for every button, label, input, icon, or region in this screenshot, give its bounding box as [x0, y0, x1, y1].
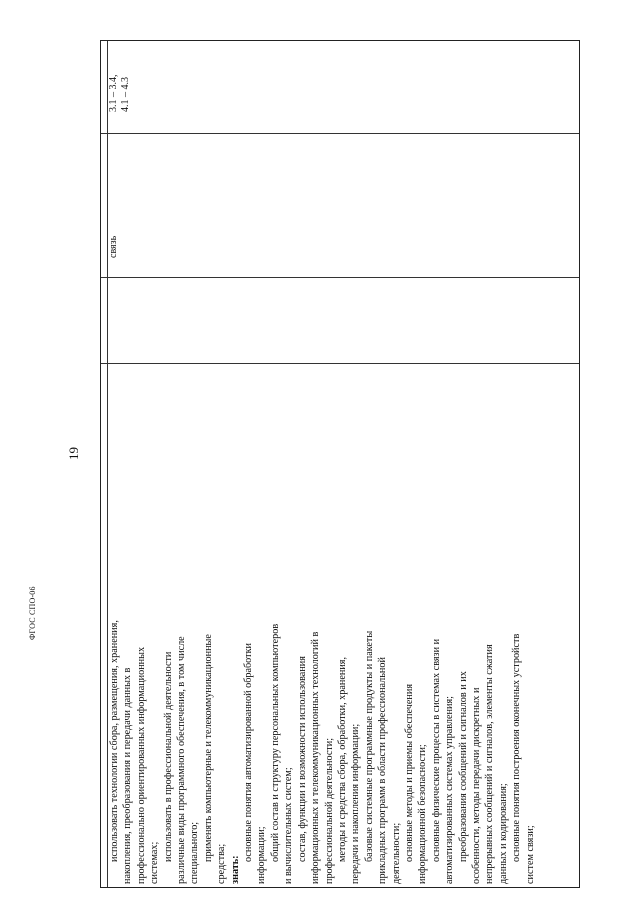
- content-line: непрерывных сообщений и сигналов, элементы сжатия: [484, 644, 496, 884]
- content-line: основные понятия автоматизированной обработки: [243, 643, 255, 862]
- content-line: общий состав и структуру персональных компьютеров: [269, 623, 281, 862]
- content-line: использовать технологии сбора, размещения, хранения,: [109, 620, 120, 862]
- cell-refs-line-1: 3.1 – 3.4,: [108, 74, 119, 112]
- content-line: автоматизированных системах управления;: [444, 696, 456, 884]
- content-line: знать:: [229, 855, 241, 884]
- content-line: методы и средства сбора, обработки, хранения,: [336, 657, 348, 862]
- content-line: профессиональной деятельности;: [323, 737, 335, 884]
- content-line: средства;: [216, 843, 228, 884]
- content-line: профессионально ориентированных информационных: [135, 646, 147, 884]
- content-line: использовать в профессиональной деятельности: [162, 651, 174, 862]
- content-line: информационной безопасности;: [417, 744, 429, 884]
- content-line: базовые системные программные продукты и пакеты: [363, 630, 375, 862]
- content-line: специального;: [189, 821, 201, 884]
- column-border-1: [101, 133, 579, 134]
- content-line: передачи и накопления информации;: [350, 723, 362, 884]
- column-border-3: [101, 363, 579, 364]
- cell-refs-line-2: 4.1 – 4.3: [120, 77, 131, 112]
- content-line: и вычислительных систем;: [283, 767, 295, 884]
- cell-link-text: связь: [108, 235, 119, 258]
- cell-refs: [108, 75, 132, 113]
- footer-code: ФГОС СПО-06: [28, 586, 37, 640]
- content-line: прикладных программ в области профессиональной: [377, 657, 389, 884]
- content-line: систем связи;: [524, 825, 536, 884]
- content-line: системах;: [149, 841, 161, 884]
- content-line: информационных и телекоммуникационных технологий в: [310, 631, 322, 884]
- content-line: деятельности;: [390, 822, 402, 884]
- content-line: основные понятия построения оконечных устройств: [511, 633, 523, 862]
- content-line: особенности, методы передачи дискретных и: [470, 687, 482, 884]
- content-line: применять компьютерные и телекоммуникационные: [202, 634, 214, 862]
- content-line: основные методы и приемы обеспечения: [403, 683, 415, 862]
- content-line: основные физические процессы в системах связи и: [430, 638, 442, 862]
- content-column: [108, 462, 537, 884]
- content-line: состав, функции и возможности использования: [296, 656, 308, 862]
- content-line: данных и кодирования;: [497, 783, 509, 884]
- column-border-2: [101, 277, 579, 278]
- content-line: информации;: [256, 826, 268, 884]
- content-line: накопления, преобразования и передачи данных в: [122, 667, 134, 884]
- content-line: преобразования сообщений и сигналов и их: [457, 671, 469, 862]
- page-number: 19: [66, 447, 81, 460]
- content-line: различные виды программного обеспечения, в том числе: [176, 636, 188, 884]
